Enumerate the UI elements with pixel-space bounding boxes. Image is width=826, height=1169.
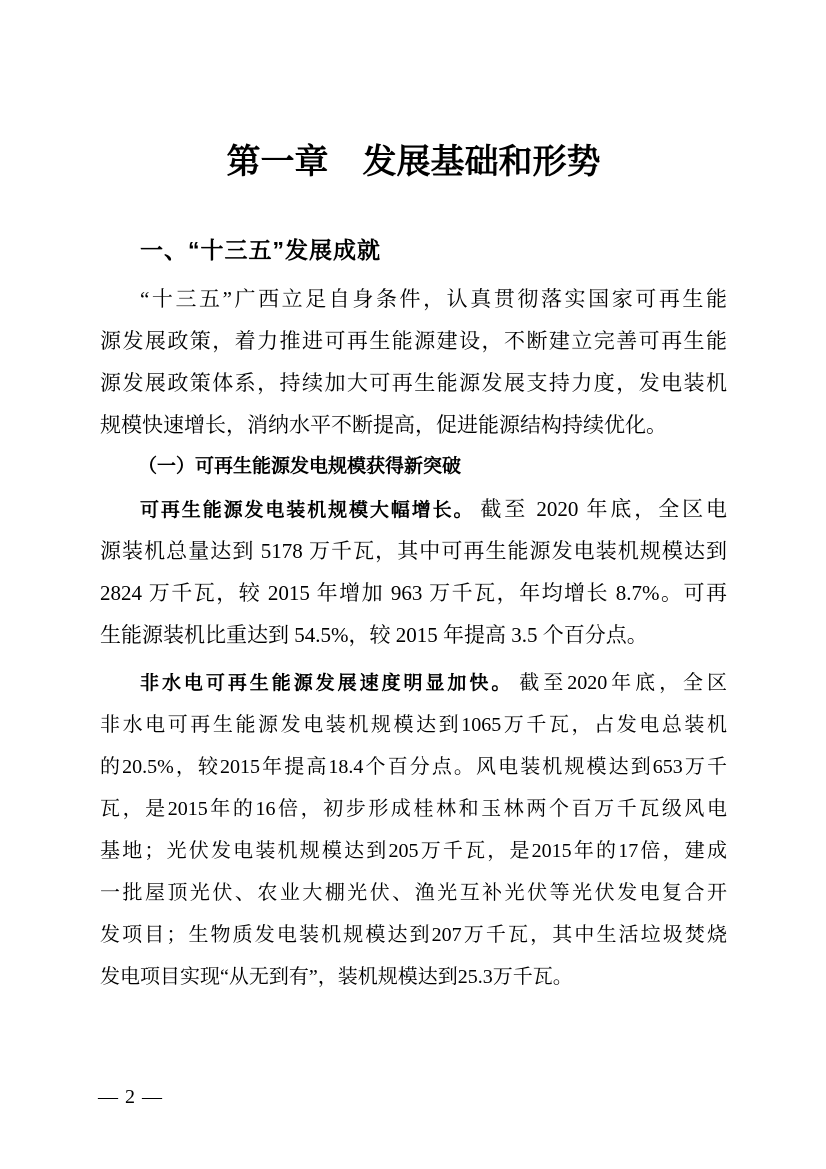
- text-line: 源发展政策，着力推进可再生能源建设，不断建立完善可再生能: [100, 329, 727, 353]
- text-line: 的20.5%，较2015年提高18.4个百分点。风电装机规模达到653万千: [100, 756, 727, 778]
- text-line: [100, 662, 727, 704]
- paragraph-renewable-scale: [100, 488, 727, 656]
- paragraph-lead-rest: 截至2020年底，全区: [519, 672, 727, 694]
- paragraph-lead-bold: 非水电可再生能源发展速度明显加快。: [140, 673, 514, 694]
- text-line: 发电项目实现“从无到有”，装机规模达到25.3万千瓦。: [100, 966, 573, 988]
- text-line: 2824 万千瓦，较 2015 年增加 963 万千瓦，年均增长 8.7%。可再: [100, 581, 727, 605]
- text-line: 一批屋顶光伏、农业大棚光伏、渔光互补光伏等光伏发电复合开: [100, 882, 727, 904]
- text-line: 发项目；生物质发电装机规模达到207万千瓦，其中生活垃圾焚烧: [100, 924, 727, 946]
- text-line: 源发展政策体系，持续加大可再生能源发展支持力度，发电装机: [100, 371, 727, 395]
- text-line: 生能源装机比重达到 54.5%，较 2015 年提高 3.5 个百分点。: [100, 623, 648, 647]
- subsection-heading: （一）可再生能源发电规模获得新突破: [138, 456, 462, 477]
- paragraph-lead-bold: 可再生能源发电装机规模大幅增长。: [140, 500, 475, 521]
- text-line: 瓦，是2015年的16倍，初步形成桂林和玉林两个百万千瓦级风电: [100, 798, 727, 820]
- page-content: [100, 0, 727, 998]
- text-line: [100, 488, 727, 530]
- section-heading: 一、“十三五”发展成就: [140, 237, 381, 263]
- page-number: — 2 —: [98, 1086, 163, 1108]
- paragraph-intro: [100, 278, 727, 446]
- text-line: 基地；光伏发电装机规模达到205万千瓦，是2015年的17倍，建成: [100, 840, 727, 862]
- body-text: [100, 278, 727, 998]
- text-line: 规模快速增长，消纳水平不断提高，促进能源结构持续优化。: [100, 413, 667, 437]
- text-line: 源装机总量达到 5178 万千瓦，其中可再生能源发电装机规模达到: [100, 539, 727, 563]
- chapter-title: 第一章 发展基础和形势: [226, 144, 601, 181]
- text-line: “十三五”广西立足自身条件，认真贯彻落实国家可再生能: [140, 287, 727, 311]
- paragraph-nonhydro: [100, 662, 727, 998]
- paragraph-lead-rest: 截至 2020 年底，全区电: [480, 497, 727, 521]
- text-line: 非水电可再生能源发电装机规模达到1065万千瓦，占发电总装机: [100, 714, 727, 736]
